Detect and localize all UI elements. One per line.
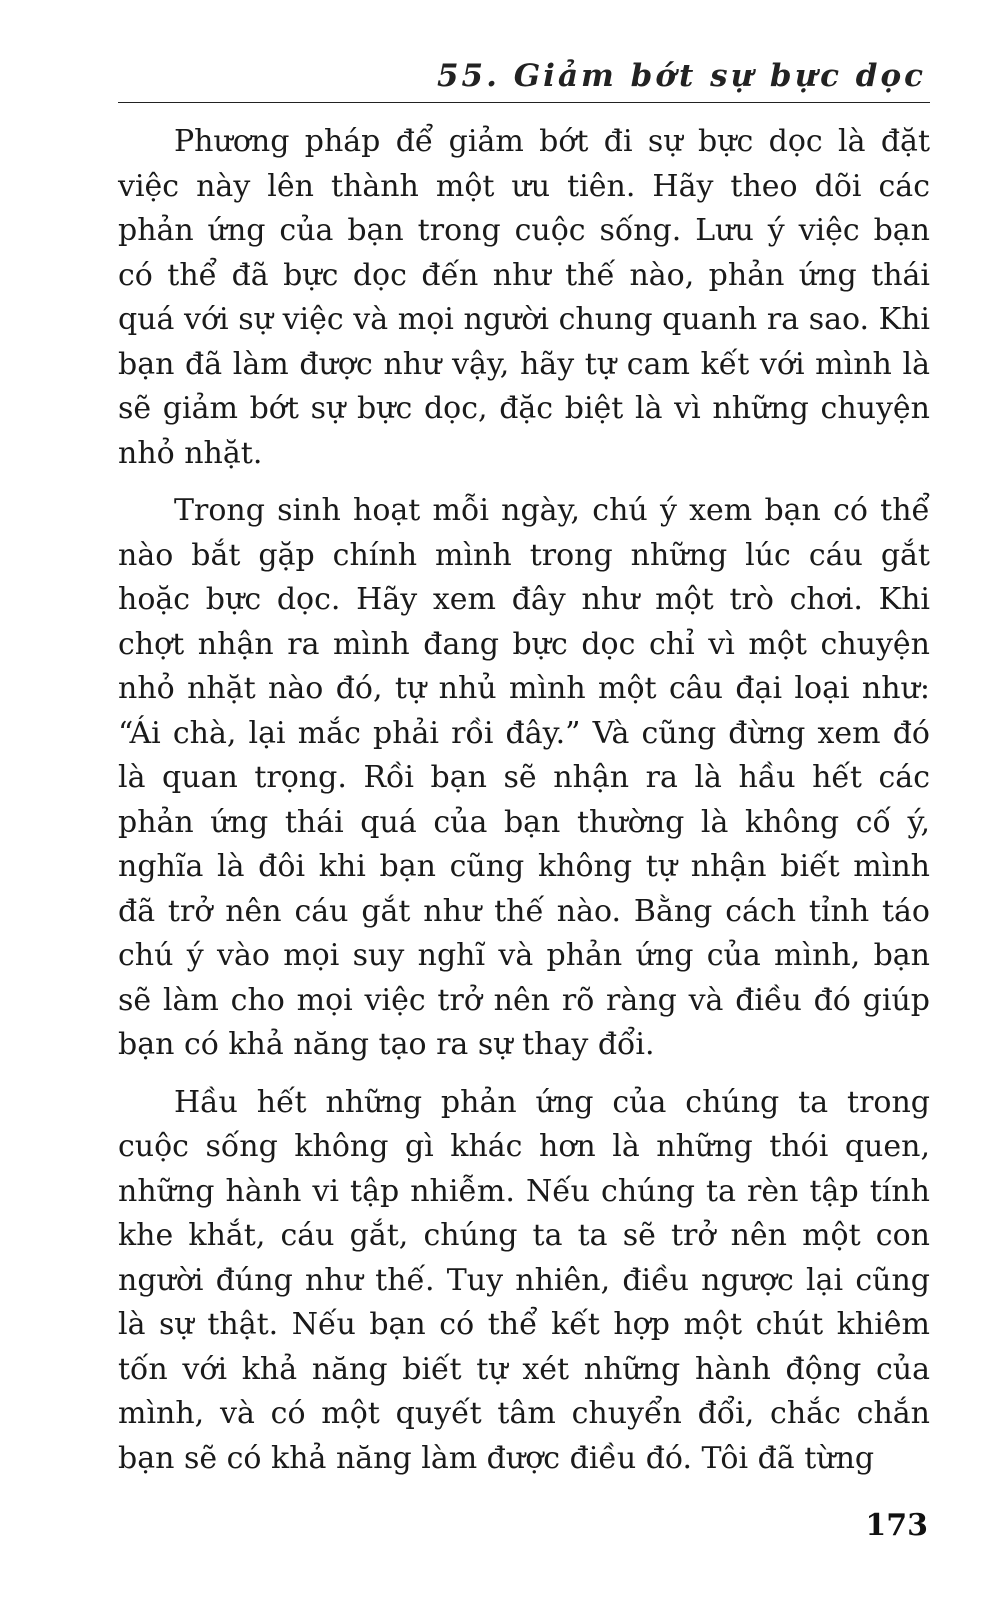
page-number: 173 (865, 1508, 928, 1543)
paragraph: Hầu hết những phản ứng của chúng ta trong cuộc sống không gì khác hơn là những thói quen, những hành vi tập nhiễm. Nếu chúng ta rèn tập tính khe khắt, cáu gắt, chúng ta ta sẽ trở nên một con người đúng như thế. Tuy nhiên, điều ngược lại cũng là sự thật. Nếu bạn có thể kết hợp một chút khiêm tốn với khả năng biết tự xét những hành động của mình, và có một quyết tâm chuyển đổi, chắc chắn bạn sẽ có khả năng làm được điều đó. Tôi đã từng (118, 1084, 930, 1476)
running-header (118, 56, 930, 103)
body-text (118, 120, 930, 1494)
paragraph: Phương pháp để giảm bớt đi sự bực dọc là đặt việc này lên thành một ưu tiên. Hãy theo dõi các phản ứng của bạn trong cuộc sống. Lưu ý việc bạn có thể đã bực dọc đến như thế nào, phản ứng thái quá với sự việc và mọi người chung quanh ra sao. Khi bạn đã làm được như vậy, hãy tự cam kết với mình là sẽ giảm bớt sự bực dọc, đặc biệt là vì những chuyện nhỏ nhặt. (118, 124, 930, 471)
chapter-title: 55. Giảm bớt sự bực dọc (436, 58, 926, 94)
paragraph: Trong sinh hoạt mỗi ngày, chú ý xem bạn có thể nào bắt gặp chính mình trong những lúc cáu gắt hoặc bực dọc. Hãy xem đây như một trò chơi. Khi chợt nhận ra mình đang bực dọc chỉ vì một chuyện nhỏ nhặt nào đó, tự nhủ mình một câu đại loại như: “Ái chà, lại mắc phải rồi đây.” Và cũng đừng xem đó là quan trọng. Rồi bạn sẽ nhận ra là hầu hết các phản ứng thái quá của bạn thường là không cố ý, nghĩa là đôi khi bạn cũng không tự nhận biết mình đã trở nên cáu gắt như thế nào. Bằng cách tỉnh táo chú ý vào mọi suy nghĩ và phản ứng của mình, bạn sẽ làm cho mọi việc trở nên rõ ràng và điều đó giúp bạn có khả năng tạo ra sự thay đổi. (118, 493, 930, 1062)
